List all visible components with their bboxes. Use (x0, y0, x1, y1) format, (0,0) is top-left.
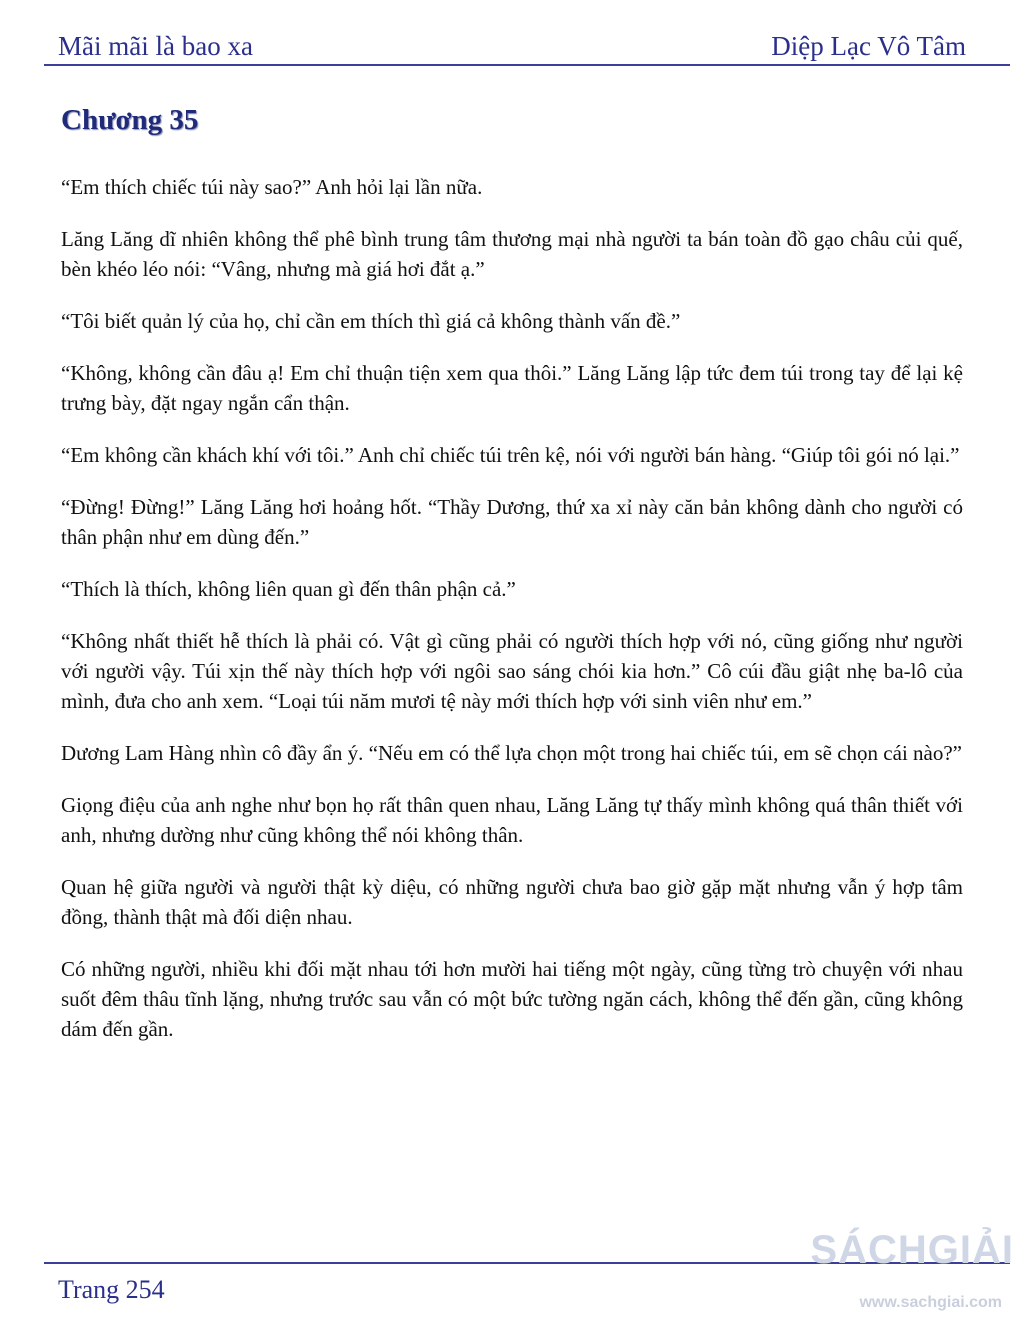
header-divider (44, 64, 1010, 66)
paragraph: “Không, không cần đâu ạ! Em chỉ thuận tiện xem qua thôi.” Lăng Lăng lập tức đem túi trong tay để lại kệ trưng bày, đặt ngay ngắn cẩn thận. (61, 361, 963, 415)
chapter-body (61, 172, 963, 1066)
author-name: Diệp Lạc Vô Tâm (771, 31, 966, 61)
paragraph: “Em không cần khách khí với tôi.” Anh chỉ chiếc túi trên kệ, nói với người bán hàng. “Giúp tôi gói nó lại.” (61, 443, 960, 467)
page-number: Trang 254 (58, 1275, 165, 1304)
watermark-url: www.sachgiai.com (859, 1294, 1002, 1311)
watermark (804, 1228, 1014, 1318)
paragraph: Quan hệ giữa người và người thật kỳ diệu, có những người chưa bao giờ gặp mặt nhưng vẫn ý hợp tâm đồng, thành thật mà đối diện nhau. (61, 875, 963, 929)
paragraph: “Tôi biết quản lý của họ, chỉ cần em thích thì giá cả không thành vấn đề.” (61, 309, 681, 333)
book-title: Mãi mãi là bao xa (58, 31, 253, 61)
paragraph: Dương Lam Hàng nhìn cô đầy ẩn ý. “Nếu em có thể lựa chọn một trong hai chiếc túi, em sẽ chọn cái nào?” (61, 741, 962, 765)
paragraph: Lăng Lăng dĩ nhiên không thể phê bình trung tâm thương mại nhà người ta bán toàn đồ gạo châu củi quế, bèn khéo léo nói: “Vâng, nhưng mà giá hơi đắt ạ.” (61, 227, 963, 281)
paragraph: Có những người, nhiều khi đối mặt nhau tới hơn mười hai tiếng một ngày, cũng từng trò chuyện với nhau suốt đêm thâu tĩnh lặng, nhưng trước sau vẫn có một bức tường ngăn cách, không thể đến gần, cũng không dám đến gần. (61, 957, 963, 1041)
paragraph: “Thích là thích, không liên quan gì đến thân phận cả.” (61, 577, 516, 601)
page-header (58, 22, 966, 62)
watermark-logo: SÁCHGIẢI (810, 1228, 1014, 1272)
paragraph: Giọng điệu của anh nghe như bọn họ rất thân quen nhau, Lăng Lăng tự thấy mình không quá thân thiết với anh, nhưng dường như cũng không thể nói không thân. (61, 793, 963, 847)
paragraph: “Đừng! Đừng!” Lăng Lăng hơi hoảng hốt. “Thầy Dương, thứ xa xỉ này căn bản không dành cho người có thân phận như em dùng đến.” (61, 495, 963, 549)
chapter-title: Chương 35 (61, 104, 199, 136)
paragraph: “Không nhất thiết hễ thích là phải có. Vật gì cũng phải có người thích hợp với nó, cũng giống như người với người vậy. Túi xịn thế này thích hợp với ngôi sao sáng chói kia hơn.” Cô cúi đầu giật nhẹ ba-lô của mình, đưa cho anh xem. “Loại túi năm mươi tệ này mới thích hợp với sinh viên như em.” (61, 629, 963, 713)
paragraph: “Em thích chiếc túi này sao?” Anh hỏi lại lần nữa. (61, 175, 483, 199)
